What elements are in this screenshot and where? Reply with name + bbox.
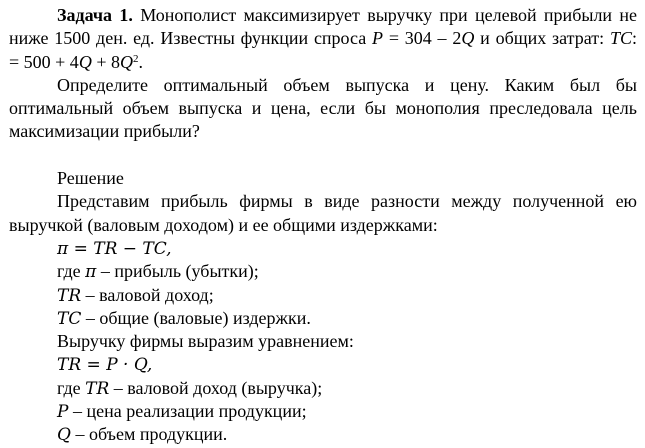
task-question-line-2: оптимальный объем выпуска и цена, если бы монополия преследовала цель xyxy=(9,98,637,119)
definition-revenue: где TR – валовой доход (выручка); xyxy=(57,377,323,399)
equation-revenue: TR = P · Q, xyxy=(57,355,153,376)
solution-paragraph-1-line-2: выручкой (валовым доходом) и ее общими издержками: xyxy=(9,214,438,235)
definition-total-revenue: TR – валовой доход; xyxy=(57,284,214,306)
definition-total-cost: TC – общие (валовые) издержки. xyxy=(57,307,311,329)
solution-heading: Решение xyxy=(57,168,124,189)
equation-profit: π = TR − TC, xyxy=(57,238,172,259)
solution-paragraph-2: Выручку фирмы выразим уравнением: xyxy=(57,331,354,352)
task-text-1: Монополист максимизирует выручку при целевой прибыли не xyxy=(140,5,637,25)
task-statement-line-1 xyxy=(9,4,637,27)
spacer xyxy=(9,144,637,167)
definition-quantity: Q – объем продукции. xyxy=(57,424,228,446)
task-statement-line-3: = $500 + 4Q + 8Q^2$. xyxy=(9,51,143,72)
task-question-line-3: максимизации прибыли? xyxy=(9,121,200,142)
solution-paragraph-1-line-1: Представим прибыль фирмы в виде разности между полученной ею xyxy=(57,191,637,212)
definition-price: P – цена реализации продукции; xyxy=(57,401,307,423)
task-question-line-1: Определите оптимальный объем выпуска и цену. Каким был бы xyxy=(57,74,637,95)
task-title: Задача 1. xyxy=(57,5,133,25)
definition-profit: где π – прибыль (убытки); xyxy=(57,261,259,283)
task-statement-line-2: ниже 1500 ден. ед. Известны функции спроса P = 304 – 2Q и общих затрат: TC: xyxy=(9,28,637,49)
document-page xyxy=(9,4,637,447)
